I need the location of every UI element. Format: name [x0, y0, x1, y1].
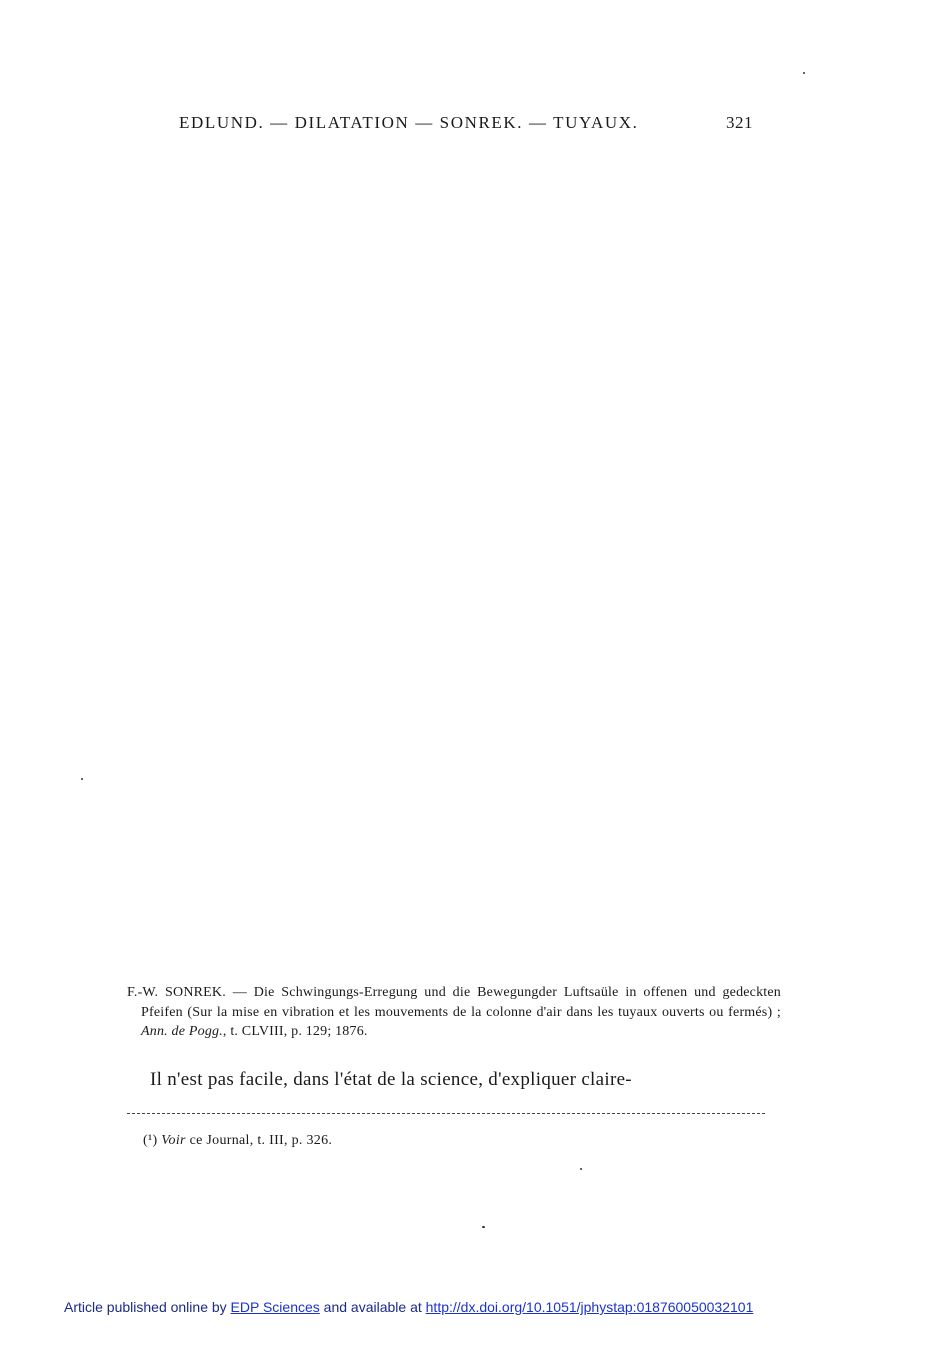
- scan-speck: [803, 72, 805, 74]
- bibliographic-entry: [127, 983, 781, 1042]
- footnote-voir: Voir: [161, 1133, 186, 1148]
- footnote: [143, 1133, 332, 1149]
- body-paragraph-start: Il n'est pas facile, dans l'état de la science, d'expliquer claire-: [150, 1069, 632, 1090]
- doi-link[interactable]: http://dx.doi.org/10.1051/jphystap:018760050032101: [425, 1299, 754, 1315]
- footnote-text: ce Journal, t. III, p. 326.: [185, 1133, 333, 1148]
- footnote-marker: (¹): [143, 1133, 162, 1148]
- scan-speck: [580, 1168, 582, 1170]
- entry-title: Die Schwingungs-Erregung und die Bewegungder Luftsaüle in offenen und gedeckten Pfeifen (Sur la mise en vibration et les mouvements de la colonne d'air dans les tuyaux ouverts ou fermés) ;: [141, 985, 781, 1020]
- publisher-middle: and available at: [319, 1299, 426, 1315]
- footnote-rule: [127, 1113, 765, 1114]
- scan-speck: [482, 1226, 485, 1228]
- entry-author: F.-W. SONREK.: [127, 985, 226, 1000]
- publisher-prefix: Article published online by: [64, 1299, 231, 1315]
- entry-journal: Ann. de Pogg.: [141, 1024, 223, 1039]
- page-number: 321: [726, 113, 753, 132]
- entry-dash: —: [225, 985, 254, 1000]
- running-title: EDLUND. — DILATATION — SONREK. — TUYAUX.: [179, 113, 639, 132]
- publisher-bar: [64, 1299, 753, 1315]
- scan-speck: [81, 778, 83, 780]
- entry-citation: , t. CLVIII, p. 129; 1876.: [222, 1024, 368, 1039]
- publisher-link[interactable]: EDP Sciences: [230, 1299, 320, 1315]
